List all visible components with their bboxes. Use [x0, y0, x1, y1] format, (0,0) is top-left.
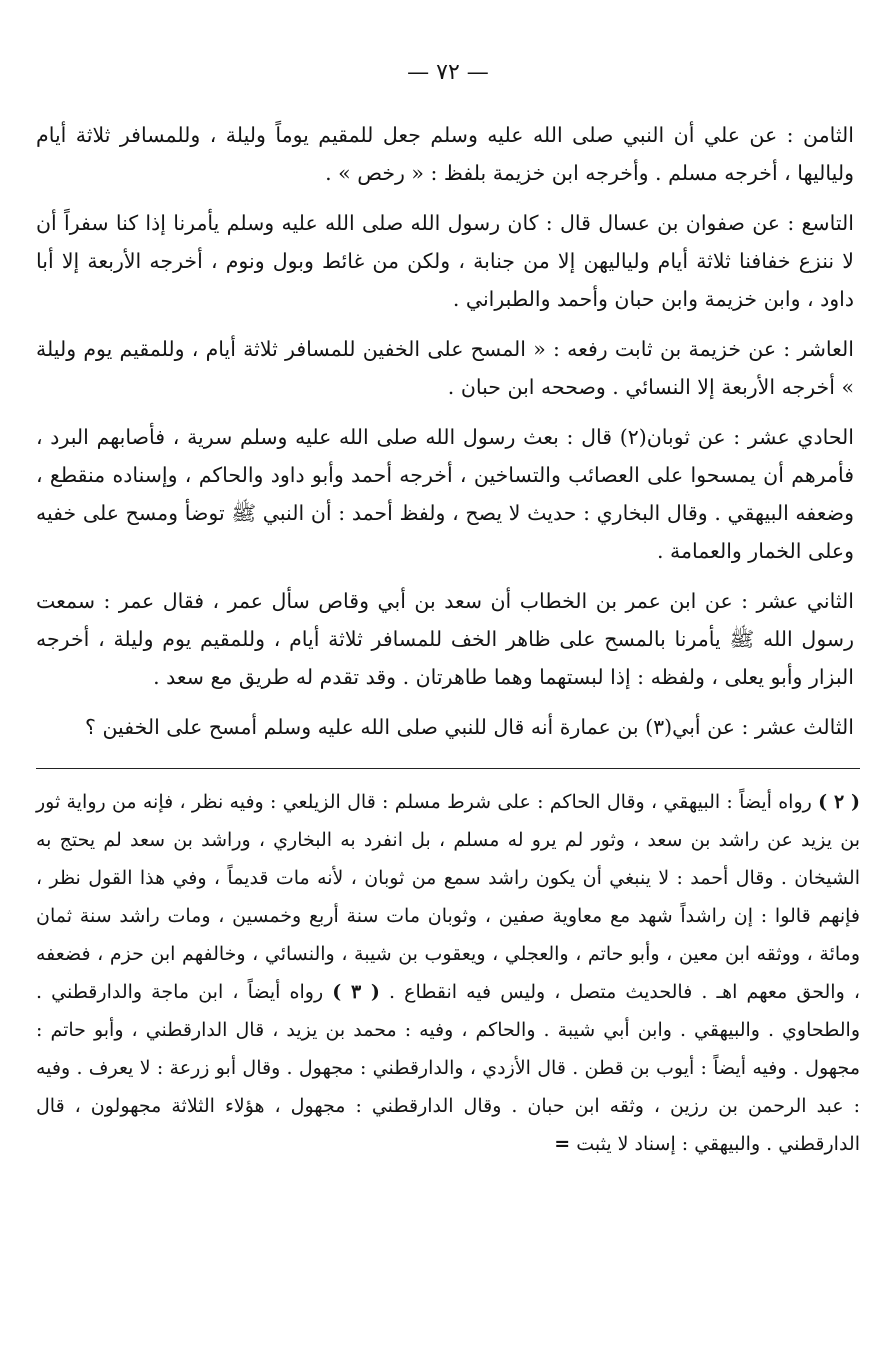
continuation-mark: =: [554, 1133, 571, 1155]
main-text: [36, 116, 860, 746]
hadith-paragraph-8: الثامن : عن علي أن النبي صلى الله عليه وسلم جعل للمقيم يوماً وليلة ، وللمسافر ثلاثة أيام ولياليها ، أخرجه مسلم . وأخرجه ابن خزيمة بلفظ : « رخص » .: [36, 123, 854, 185]
hadith-paragraph-9: التاسع : عن صفوان بن عسال قال : كان رسول الله صلى الله عليه وسلم يأمرنا إذا كنا سفراً أن لا ننزع خفافنا ثلاثة أيام ولياليهن إلا من جنابة ، ولكن من غائط وبول ونوم ، أخرجه الأربعة إلا أبا داود ، وابن خزيمة وابن حبان وأحمد والطبراني .: [36, 211, 854, 311]
page-number: — ٧٢ —: [407, 60, 489, 85]
hadith-paragraph-13: الثالث عشر : عن أبي(٣) بن عمارة أنه قال للنبي صلى الله عليه وسلم أمسح على الخفين ؟: [85, 715, 854, 739]
footnote-text-2: رواه أيضاً : البيهقي ، وقال الحاكم : على شرط مسلم : قال الزيلعي : وفيه نظر ، فإنه من رواية ثور بن يزيد عن راشد بن سعد ، وثور لم يرو له مسلم ، بل انفرد به البخاري ، وراشد بن سعد لم يحتج به الشيخان . وقال أحمد : لا ينبغي أن يكون راشد سمع من ثوبان ، لأنه مات قديماً ، وفي هذا القول نظر ، فإنهم قالوا : إن راشداً شهد مع معاوية صفين ، وثوبان مات سنة أربع وخمسين ، ومات راشد سنة ثمان ومائة ، ووثقه ابن معين ، وأبو حاتم ، والعجلي ، ويعقوب بن شيبة ، والنسائي ، وخالفهم ابن حزم ، فضعفه ، والحق معهم اهـ . فالحديث متصل ، وليس فيه انقطاع .: [36, 791, 860, 1003]
book-page: [36, 58, 860, 1318]
footnote-divider: [36, 768, 860, 769]
footnote-marker-2: ( ٢ ): [818, 791, 861, 813]
hadith-paragraph-12: الثاني عشر : عن ابن عمر بن الخطاب أن سعد بن أبي وقاص سأل عمر ، فقال عمر : سمعت رسول الله ﷺ يأمرنا بالمسح على ظاهر الخف للمسافر ثلاثة أيام ، وللمقيم يوم وليلة ، أخرجه البزار وأبو يعلى ، ولفظه : إذا لبستهما وهما طاهرتان . وقد تقدم له طريق مع سعد .: [36, 589, 854, 689]
hadith-paragraph-10: العاشر : عن خزيمة بن ثابت رفعه : « المسح على الخفين للمسافر ثلاثة أيام ، وللمقيم يوم وليلة » أخرجه الأربعة إلا النسائي . وصححه ابن حبان .: [36, 337, 854, 399]
footnote-marker-3: ( ٣ ): [332, 981, 380, 1003]
hadith-paragraph-11: الحادي عشر : عن ثوبان(٢) قال : بعث رسول الله صلى الله عليه وسلم سرية ، فأصابهم البرد ، فأمرهم أن يمسحوا على العصائب والتساخين ، أخرجه أحمد وأبو داود والحاكم ، وإسناده منقطع ، وضعفه البيهقي . وقال البخاري : حديث لا يصح ، ولفظ أحمد : أن النبي ﷺ توضأ ومسح على خفيه وعلى الخمار والعمامة .: [36, 425, 854, 563]
footnote-text-3: رواه أيضاً ، ابن ماجة والدارقطني . والطحاوي . والبيهقي . وابن أبي شيبة . والحاكم ، وفيه : محمد بن يزيد ، قال الدارقطني ، وأبو حاتم : مجهول . وفيه أيضاً : أيوب بن قطن . قال الأزدي ، والدارقطني : مجهول . وقال أبو زرعة : لا يعرف . وفيه : عبد الرحمن بن رزين ، وثقه ابن حبان . وقال الدارقطني : مجهول ، هؤلاء الثلاثة مجهولون ، قال الدارقطني . والبيهقي : إسناد لا يثبت: [36, 981, 860, 1155]
footnotes: [36, 783, 860, 1163]
